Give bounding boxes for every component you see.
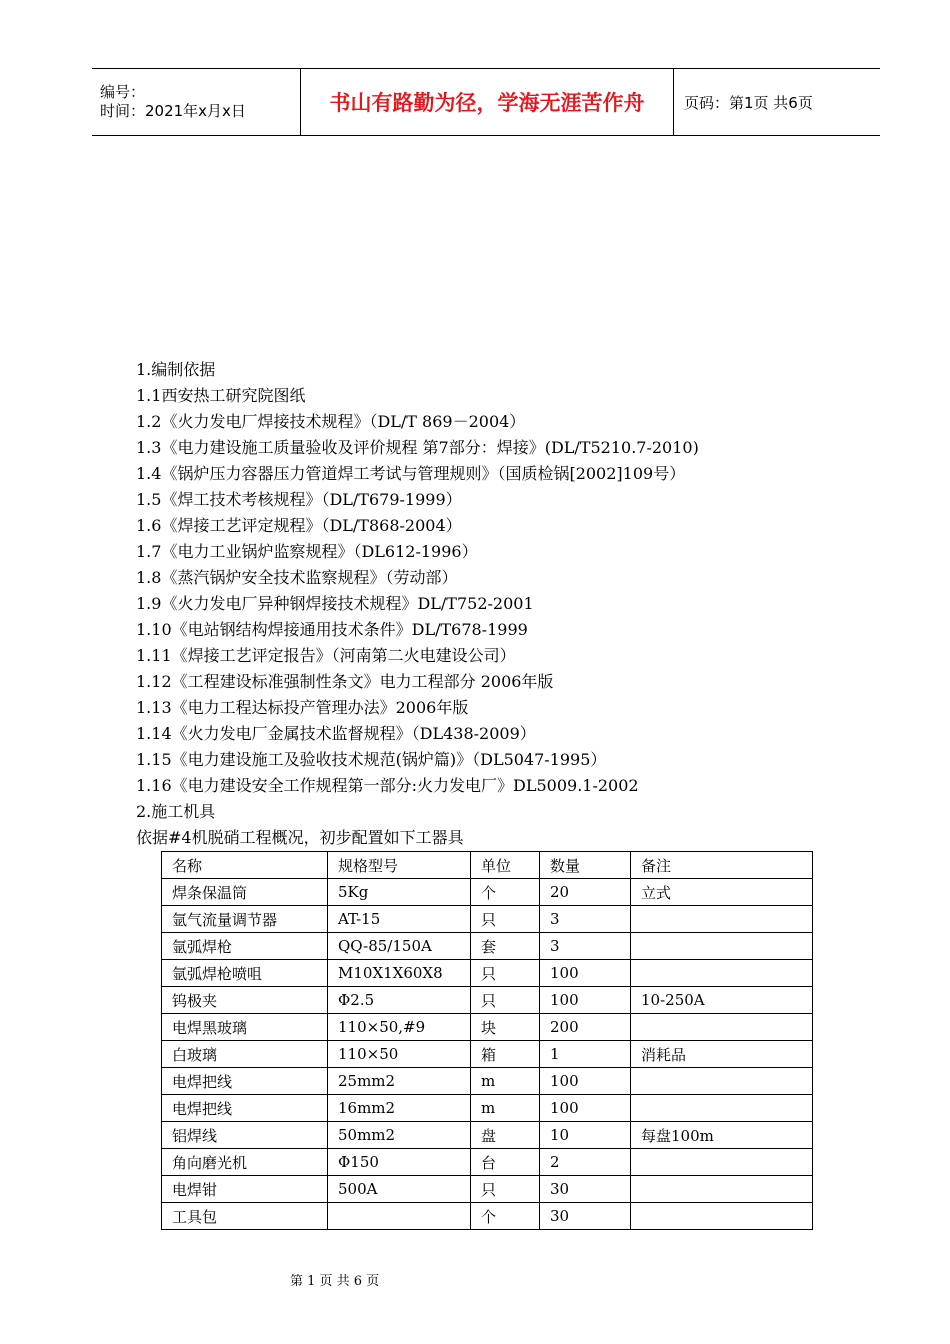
table-cell: 100: [540, 987, 631, 1014]
document-line: 1.2《火力发电厂焊接技术规程》（DL/T 869－2004）: [136, 412, 526, 431]
table-cell: [631, 1014, 813, 1041]
header-meta: [92, 69, 301, 136]
table-cell: 3: [540, 906, 631, 933]
table-cell: 电焊黑玻璃: [162, 1014, 328, 1041]
table-cell: 20: [540, 879, 631, 906]
table-cell: [328, 1203, 471, 1230]
table-cell: 电焊把线: [162, 1068, 328, 1095]
table-cell: 10-250A: [631, 987, 813, 1014]
table-cell: 套: [471, 933, 540, 960]
document-line: 依据#4机脱硝工程概况，初步配置如下工器具: [136, 828, 464, 847]
table-cell: [631, 933, 813, 960]
table-cell: M10X1X60X8: [328, 960, 471, 987]
table-cell: 钨极夹: [162, 987, 328, 1014]
table-cell: 25mm2: [328, 1068, 471, 1095]
table-header-cell: 规格型号: [328, 852, 471, 879]
table-cell: 氩气流量调节器: [162, 906, 328, 933]
table-cell: [631, 1068, 813, 1095]
table-cell: 110×50: [328, 1041, 471, 1068]
document-line: 1.9《火力发电厂异种钢焊接技术规程》DL/T752-2001: [136, 594, 534, 613]
table-row: [162, 933, 813, 960]
table-cell: QQ-85/150A: [328, 933, 471, 960]
document-line: 1.14《火力发电厂金属技术监督规程》（DL438-2009）: [136, 724, 536, 743]
table-row: [162, 906, 813, 933]
document-line: 1.15《电力建设施工及验收技术规范(锅炉篇)》（DL5047-1995）: [136, 750, 607, 769]
table-cell: [631, 906, 813, 933]
document-body: [136, 357, 836, 851]
table-row: [162, 1203, 813, 1230]
tools-table: [161, 851, 813, 1230]
table-cell: 3: [540, 933, 631, 960]
table-cell: 10: [540, 1122, 631, 1149]
table-header-cell: 备注: [631, 852, 813, 879]
header-motto: 书山有路勤为径，学海无涯苦作舟: [301, 69, 674, 136]
table-cell: 30: [540, 1176, 631, 1203]
table-row: [162, 960, 813, 987]
table-cell: 电焊钳: [162, 1176, 328, 1203]
table-row: [162, 1176, 813, 1203]
table-cell: 消耗品: [631, 1041, 813, 1068]
table-header-row: [162, 852, 813, 879]
table-cell: 200: [540, 1014, 631, 1041]
table-cell: 氩弧焊枪喷咀: [162, 960, 328, 987]
table-cell: 箱: [471, 1041, 540, 1068]
table-row: [162, 1149, 813, 1176]
table-cell: 焊条保温筒: [162, 879, 328, 906]
document-line: 1.7《电力工业锅炉监察规程》（DL612-1996）: [136, 542, 478, 561]
document-line: 1.3《电力建设施工质量验收及评价规程 第7部分：焊接》(DL/T5210.7-2010): [136, 438, 699, 457]
table-cell: 只: [471, 987, 540, 1014]
table-cell: 5Kg: [328, 879, 471, 906]
table-header-cell: 名称: [162, 852, 328, 879]
table-cell: 16mm2: [328, 1095, 471, 1122]
document-line: 2.施工机具: [136, 802, 216, 821]
table-row: [162, 1122, 813, 1149]
document-line: 1.11《焊接工艺评定报告》（河南第二火电建设公司）: [136, 646, 516, 665]
document-line: 1.5《焊工技术考核规程》（DL/T679-1999）: [136, 490, 462, 509]
table-cell: 500A: [328, 1176, 471, 1203]
document-time-label: 时间：2021年x月x日: [100, 102, 246, 120]
document-line: 1.编制依据: [136, 360, 216, 379]
table-cell: 氩弧焊枪: [162, 933, 328, 960]
table-cell: m: [471, 1095, 540, 1122]
table-cell: [631, 1203, 813, 1230]
table-cell: [631, 1149, 813, 1176]
document-line: 1.6《焊接工艺评定规程》（DL/T868-2004）: [136, 516, 462, 535]
table-row: [162, 1041, 813, 1068]
table-cell: 2: [540, 1149, 631, 1176]
header-page-label: 页码：第1页 共6页: [684, 93, 813, 112]
table-row: [162, 879, 813, 906]
table-cell: 只: [471, 906, 540, 933]
document-line: 1.8《蒸汽锅炉安全技术监察规程》（劳动部）: [136, 568, 458, 587]
table-row: [162, 1095, 813, 1122]
table-cell: 白玻璃: [162, 1041, 328, 1068]
table-cell: 50mm2: [328, 1122, 471, 1149]
table-cell: m: [471, 1068, 540, 1095]
table-cell: 100: [540, 960, 631, 987]
table-row: [162, 987, 813, 1014]
table-cell: 100: [540, 1095, 631, 1122]
table-header-cell: 单位: [471, 852, 540, 879]
table-cell: 个: [471, 1203, 540, 1230]
table-cell: [631, 1176, 813, 1203]
table-cell: 只: [471, 960, 540, 987]
table-cell: 台: [471, 1149, 540, 1176]
table-cell: Φ150: [328, 1149, 471, 1176]
table-cell: 30: [540, 1203, 631, 1230]
table-cell: 每盘100m: [631, 1122, 813, 1149]
table-cell: [631, 960, 813, 987]
table-cell: Φ2.5: [328, 987, 471, 1014]
table-cell: AT-15: [328, 906, 471, 933]
page-header: [92, 68, 880, 136]
table-cell: 工具包: [162, 1203, 328, 1230]
table-cell: 只: [471, 1176, 540, 1203]
document-line: 1.13《电力工程达标投产管理办法》2006年版: [136, 698, 469, 717]
table-cell: 个: [471, 879, 540, 906]
table-row: [162, 1014, 813, 1041]
table-cell: 立式: [631, 879, 813, 906]
table-header-cell: 数量: [540, 852, 631, 879]
document-line: 1.16《电力建设安全工作规程第一部分:火力发电厂》DL5009.1-2002: [136, 776, 639, 795]
document-line: 1.1西安热工研究院图纸: [136, 386, 306, 405]
table-cell: 100: [540, 1068, 631, 1095]
table-cell: 电焊把线: [162, 1095, 328, 1122]
table-cell: [631, 1095, 813, 1122]
table-cell: 110×50,#9: [328, 1014, 471, 1041]
table-cell: 1: [540, 1041, 631, 1068]
document-line: 1.10《电站钢结构焊接通用技术条件》DL/T678-1999: [136, 620, 528, 639]
table-cell: 盘: [471, 1122, 540, 1149]
table-row: [162, 1068, 813, 1095]
document-line: 1.12《工程建设标准强制性条文》电力工程部分 2006年版: [136, 672, 554, 691]
page-footer: 第 1 页 共 6 页: [290, 1274, 380, 1289]
table-cell: 角向磨光机: [162, 1149, 328, 1176]
document-number-label: 编号：: [100, 83, 146, 101]
table-cell: 铝焊线: [162, 1122, 328, 1149]
table-cell: 块: [471, 1014, 540, 1041]
document-line: 1.4《锅炉压力容器压力管道焊工考试与管理规则》（国质检锅[2002]109号）: [136, 464, 686, 483]
